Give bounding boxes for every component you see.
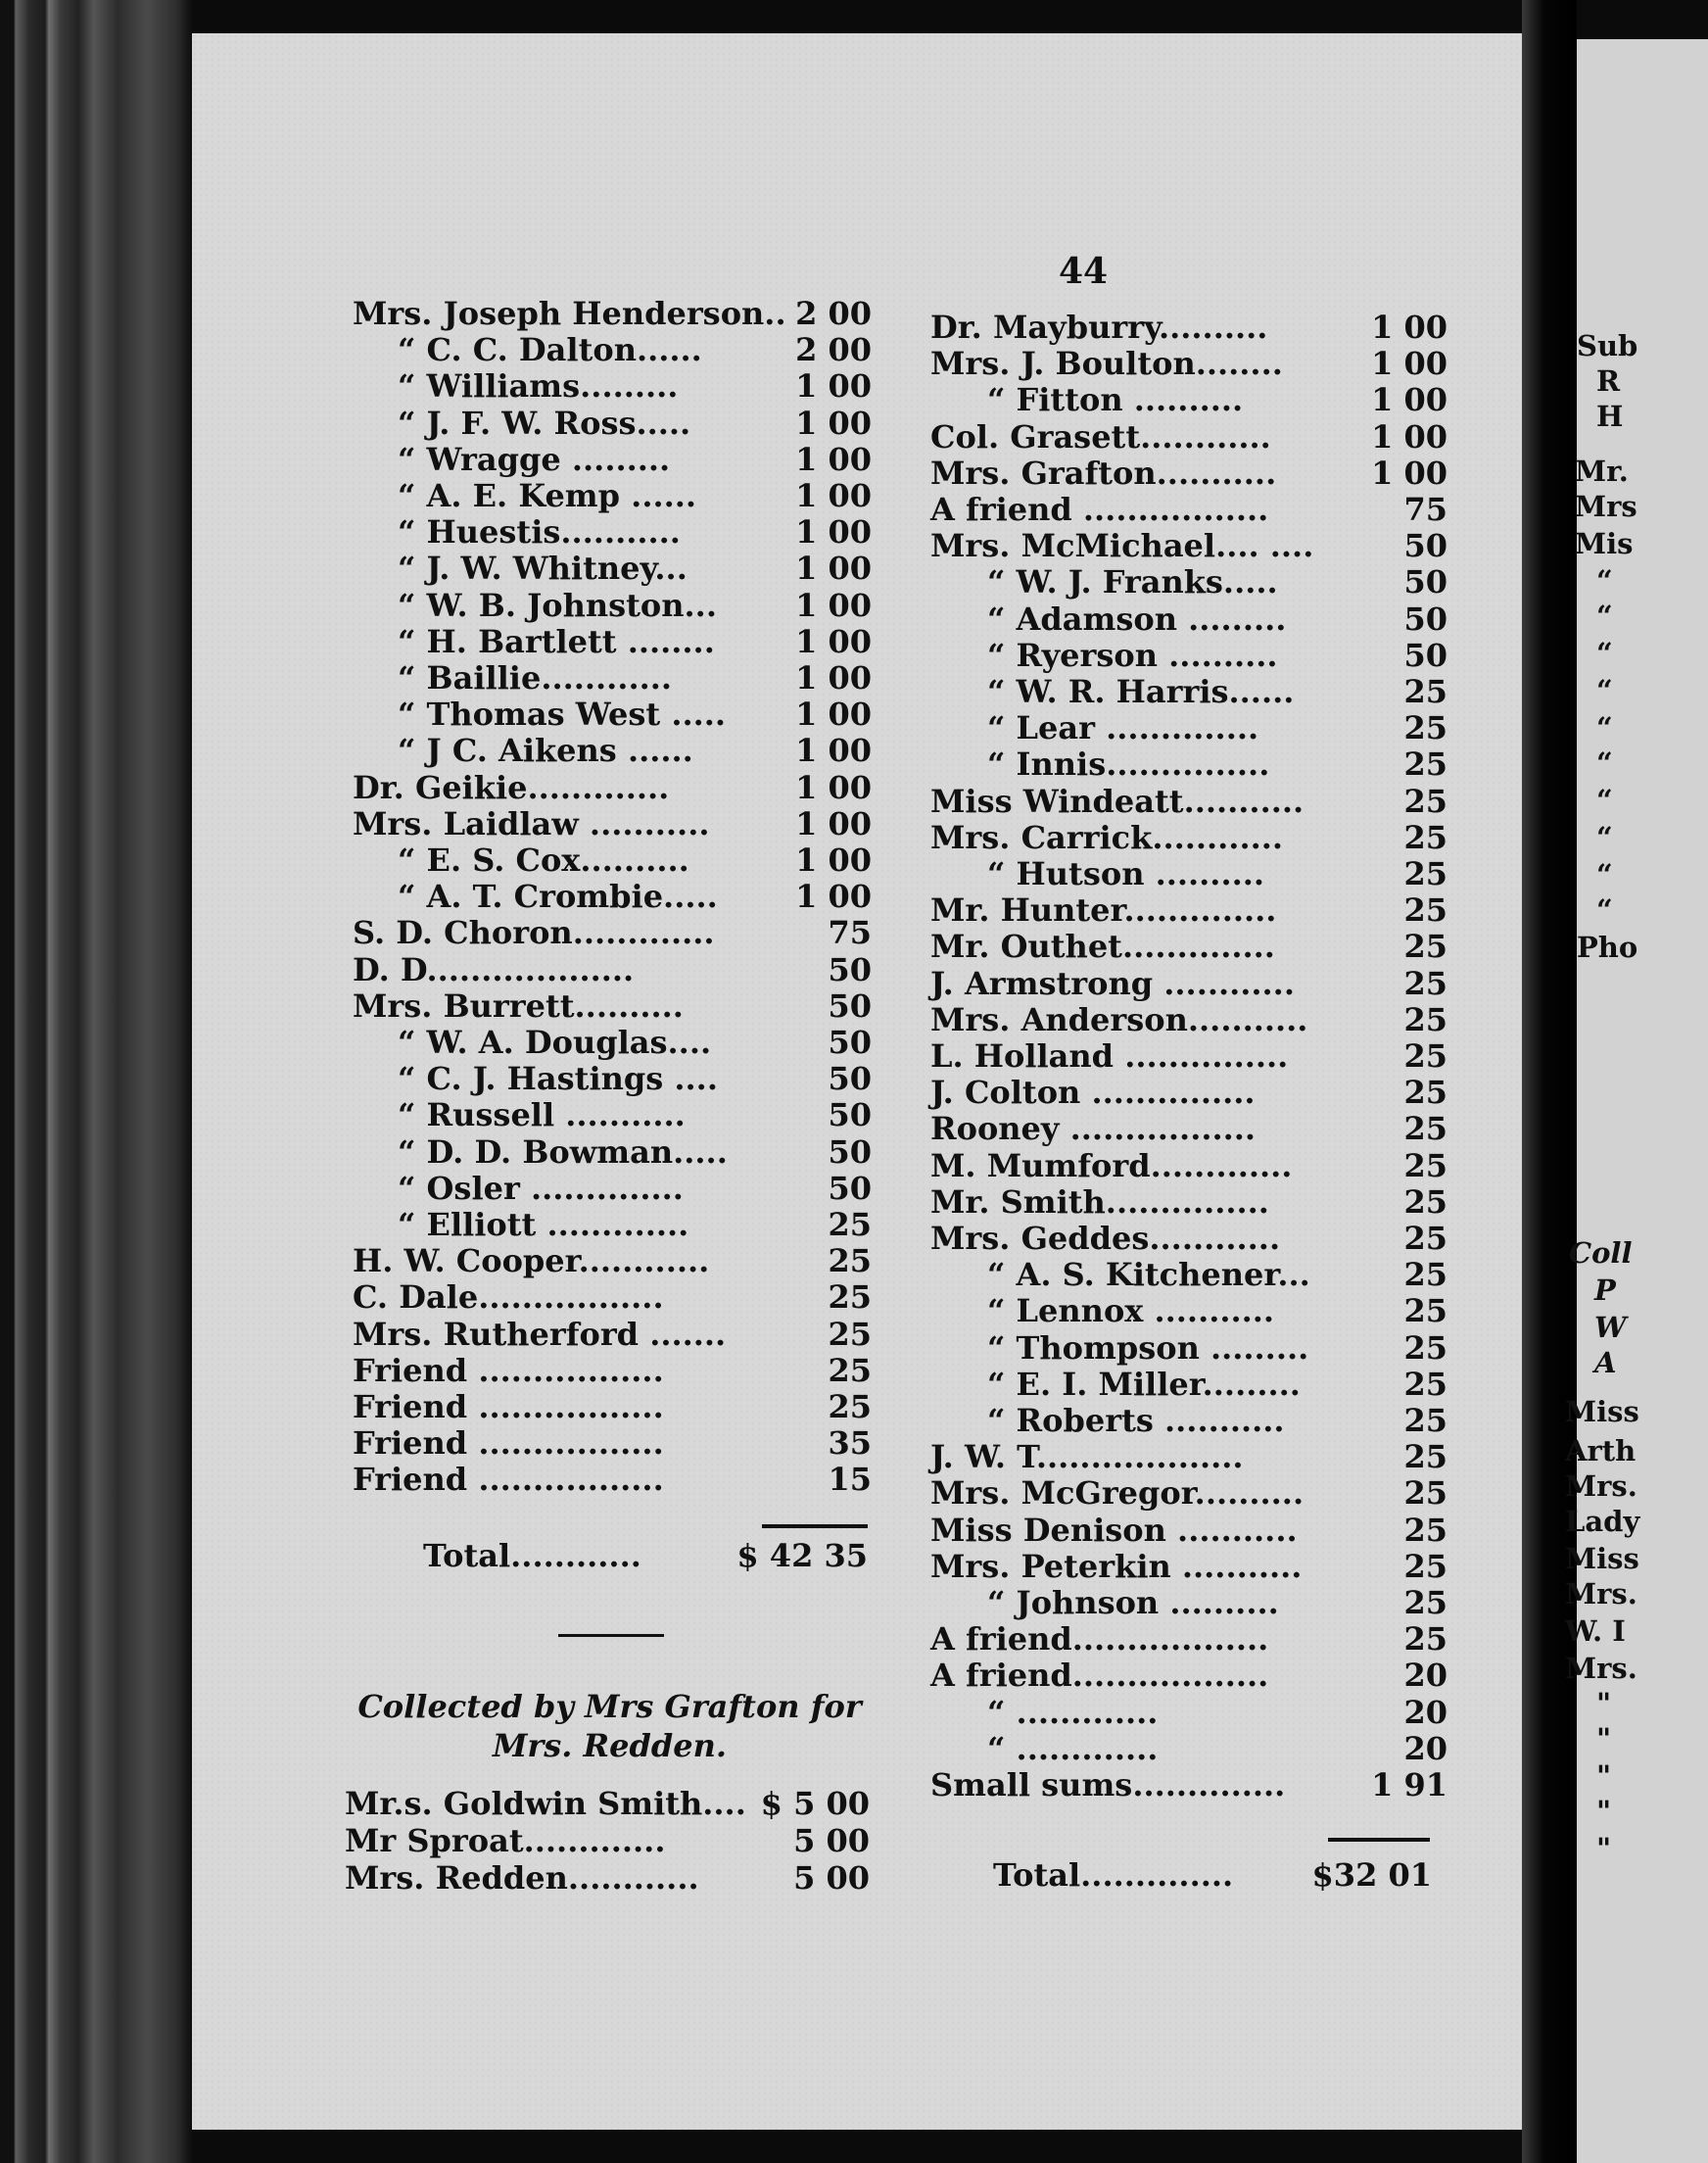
subscription-entry [353, 1134, 872, 1171]
facing-page-text: “ [1596, 711, 1613, 745]
facing-page-text: A [1594, 1346, 1617, 1379]
facing-page-text: Mrs. [1565, 1577, 1637, 1610]
entry-name: Mrs. Joseph Henderson.. [353, 295, 786, 332]
subscription-entry [930, 346, 1447, 382]
entry-amount: 50 [828, 1060, 872, 1098]
subscription-entry [353, 1353, 872, 1389]
total-rule [1328, 1838, 1430, 1842]
facing-page-text: " [1596, 1759, 1612, 1793]
entry-amount: 50 [828, 1132, 872, 1171]
entry-name: “ Roberts ........... [987, 1402, 1285, 1439]
facing-page-fragment [1565, 39, 1708, 2163]
entry-name: “ J C. Aikens ...... [398, 732, 693, 770]
entry-amount: 25 [1403, 891, 1447, 930]
subscription-entry [930, 564, 1447, 601]
subscription-entry [930, 1513, 1447, 1549]
entry-name: A friend ................. [930, 491, 1269, 528]
facing-page-text: Mis [1575, 527, 1634, 560]
entry-name: Friend ................. [353, 1351, 664, 1389]
entry-name: “ J. F. W. Ross..... [398, 404, 691, 442]
entry-amount: 25 [1403, 1547, 1447, 1585]
entry-amount: 25 [1403, 1292, 1447, 1330]
entry-amount: 25 [1403, 1074, 1447, 1112]
entry-name: Mr. Hunter.............. [930, 891, 1277, 930]
subscription-entry [930, 419, 1447, 456]
entry-amount: 25 [828, 1206, 872, 1243]
facing-page-text: " [1596, 1687, 1612, 1720]
total-amount: $ 42 35 [736, 1537, 868, 1574]
subscription-entry [353, 988, 872, 1025]
entry-name: Mrs. Grafton........... [930, 454, 1277, 492]
entry-amount: 25 [828, 1278, 872, 1317]
entry-amount: 1 00 [795, 367, 872, 406]
entry-amount: 25 [1403, 1620, 1447, 1658]
entry-name: Friend ................. [353, 1424, 664, 1463]
subscription-entry [930, 1221, 1447, 1257]
subscription-entry [930, 1731, 1447, 1767]
subscription-entry [345, 1786, 870, 1822]
entry-amount: 25 [828, 1315, 872, 1353]
entry-name: Mrs. Rutherford ....... [353, 1315, 727, 1353]
subscription-entry [353, 514, 872, 551]
entry-name: “ W. R. Harris...... [987, 673, 1295, 710]
page-number: 44 [1059, 251, 1109, 292]
entry-name: “ Huestis........... [398, 513, 681, 552]
facing-page-text: H [1596, 400, 1624, 433]
subscription-entry [353, 1243, 872, 1279]
entry-amount: 25 [1403, 1402, 1447, 1439]
entry-name: “ H. Bartlett ........ [398, 622, 715, 660]
entry-amount: 1 00 [795, 440, 872, 478]
section-heading: Mrs. Redden. [492, 1727, 728, 1764]
entry-name: “ E. I. Miller......... [987, 1365, 1301, 1403]
facing-page-text: Mrs. [1565, 1469, 1637, 1503]
entry-amount: 1 00 [795, 804, 872, 842]
entry-name: Mrs. J. Boulton........ [930, 345, 1283, 383]
entry-name: “ Lear .............. [987, 709, 1259, 747]
subscription-entry [353, 1207, 872, 1243]
entry-amount: 25 [1403, 1037, 1447, 1075]
entry-name: Friend ................. [353, 1388, 664, 1425]
entry-amount: 50 [828, 1024, 872, 1061]
entry-name: “ A. T. Crombie..... [398, 878, 718, 916]
entry-amount: 1 00 [795, 732, 872, 770]
entry-name: “ J. W. Whitney... [398, 550, 688, 588]
subscription-entry [930, 710, 1447, 746]
subscription-entry [353, 1171, 872, 1207]
facing-page-text: " [1596, 1832, 1612, 1865]
entry-amount: 1 00 [795, 659, 872, 697]
entry-amount: 5 00 [793, 1822, 870, 1859]
facing-page-text: P [1594, 1274, 1616, 1307]
facing-page-text: Sub [1577, 329, 1638, 362]
subscription-entry [353, 1389, 872, 1425]
entry-name: Small sums.............. [930, 1766, 1286, 1803]
entry-amount: 50 [828, 950, 872, 988]
facing-page-text: Miss [1565, 1542, 1639, 1575]
facing-page-text: “ [1596, 564, 1613, 598]
entry-name: Rooney ................. [930, 1110, 1257, 1148]
entry-amount: 25 [1403, 1182, 1447, 1221]
entry-amount: 25 [1403, 1584, 1447, 1621]
subscription-entry [930, 892, 1447, 929]
subscription-entry [353, 879, 872, 915]
entry-amount: 1 00 [1371, 417, 1447, 456]
entry-name: Mr. Smith............... [930, 1182, 1269, 1221]
subscription-entry [930, 601, 1447, 638]
facing-page-text: Coll [1569, 1236, 1633, 1270]
book-page-edges [0, 0, 192, 2163]
entry-name: Miss Windeatt........... [930, 782, 1305, 820]
entry-amount: 1 00 [1371, 454, 1447, 492]
subscription-entry [930, 1184, 1447, 1221]
entry-name: D. D................... [353, 950, 635, 988]
entry-amount: 25 [1403, 1474, 1447, 1513]
facing-page-text: Mrs [1575, 490, 1637, 523]
subscription-entry [930, 638, 1447, 674]
entry-name: “ D. D. Bowman..... [398, 1132, 728, 1171]
entry-name: “ ............. [987, 1693, 1159, 1731]
facing-page-text: W [1594, 1311, 1627, 1344]
entry-amount: 20 [1403, 1729, 1447, 1767]
entry-name: Mrs. Peterkin ........... [930, 1547, 1303, 1585]
entry-amount: 1 00 [795, 477, 872, 514]
entry-name: “ Williams......... [398, 367, 679, 406]
subscription-entry [353, 1317, 872, 1353]
entry-amount: 2 00 [795, 295, 872, 332]
entry-name: “ Elliott ............. [398, 1206, 689, 1243]
entry-name: “ Hutson .......... [987, 855, 1264, 892]
entry-name: J. Armstrong ............ [930, 964, 1295, 1002]
entry-name: “ C. C. Dalton...... [398, 331, 702, 369]
subscription-entry [930, 456, 1447, 492]
subscription-entry [345, 1860, 870, 1897]
entry-name: “ W. A. Douglas.... [398, 1024, 712, 1061]
subscription-entry [930, 1367, 1447, 1403]
entry-name: “ Russell ........... [398, 1096, 686, 1134]
facing-page-text: W. I [1565, 1614, 1626, 1648]
entry-name: J. Colton ............... [930, 1074, 1256, 1112]
entry-amount: 15 [828, 1461, 872, 1499]
subscription-entry [353, 478, 872, 514]
entry-amount: 1 00 [795, 878, 872, 916]
entry-amount: 50 [828, 986, 872, 1025]
entry-amount: 25 [1403, 782, 1447, 820]
subscription-entry [353, 332, 872, 368]
facing-page-text: Mr. [1575, 455, 1629, 488]
subscription-entry [930, 1293, 1447, 1329]
entry-name: “ W. J. Franks..... [987, 563, 1278, 601]
facing-page-text: Miss [1565, 1395, 1639, 1428]
entry-amount: 25 [1403, 1438, 1447, 1476]
entry-amount: 1 00 [1371, 345, 1447, 383]
subscription-entry [930, 856, 1447, 892]
book-gutter [1522, 0, 1577, 2163]
subscription-entry [353, 1025, 872, 1061]
entry-amount: 1 00 [795, 586, 872, 624]
facing-page-text: “ [1596, 600, 1613, 633]
entry-amount: 25 [1403, 1328, 1447, 1367]
entry-amount: 25 [1403, 709, 1447, 747]
total-row [423, 1538, 868, 1574]
entry-name: “ Osler .............. [398, 1169, 684, 1207]
subscription-entry [353, 660, 872, 697]
book-page [192, 33, 1522, 2130]
subscription-entry [930, 1257, 1447, 1293]
entry-amount: 75 [828, 914, 872, 952]
entry-name: Miss Denison ........... [930, 1511, 1298, 1549]
facing-page-text: “ [1596, 893, 1613, 927]
entry-amount: 25 [1403, 1146, 1447, 1184]
facing-page-text: Lady [1565, 1505, 1640, 1538]
entry-name: Mrs. Anderson........... [930, 1000, 1308, 1038]
entry-amount: 20 [1403, 1657, 1447, 1695]
entry-name: “ A. E. Kemp ...... [398, 477, 697, 514]
facing-page-text: R [1596, 364, 1621, 398]
entry-amount: 1 00 [795, 550, 872, 588]
subscription-entry [930, 1075, 1447, 1111]
subscription-entry [930, 929, 1447, 965]
entry-amount: 25 [828, 1242, 872, 1280]
subscription-entry [353, 915, 872, 951]
entry-name: Mrs. McGregor.......... [930, 1474, 1305, 1513]
entry-name: “ Lennox ........... [987, 1292, 1275, 1330]
entry-amount: 25 [828, 1388, 872, 1425]
entry-amount: 50 [1403, 563, 1447, 601]
subscription-entry [930, 1038, 1447, 1075]
subscription-entry [930, 966, 1447, 1002]
subscription-entry [353, 697, 872, 733]
entry-name: “ Fitton .......... [987, 381, 1244, 419]
entry-name: “ Thompson ......... [987, 1328, 1309, 1367]
subscription-entry [353, 1462, 872, 1498]
entry-name: C. Dale................. [353, 1278, 664, 1317]
entry-amount: 50 [828, 1096, 872, 1134]
facing-page-text: Pho [1577, 931, 1638, 964]
total-label: Total.............. [993, 1856, 1234, 1894]
entry-amount: 75 [1403, 491, 1447, 528]
entry-amount: 25 [1403, 964, 1447, 1002]
subscription-entry [930, 784, 1447, 820]
entry-amount: 25 [1403, 1256, 1447, 1294]
entry-amount: 25 [1403, 855, 1447, 892]
subscription-entry [930, 1695, 1447, 1731]
subscription-entry [353, 296, 872, 332]
entry-name: A friend.................. [930, 1657, 1269, 1695]
entry-amount: 1 00 [795, 696, 872, 734]
entry-name: S. D. Choron............. [353, 914, 715, 952]
entry-amount: 1 00 [1371, 381, 1447, 419]
subscription-entry [930, 1111, 1447, 1147]
entry-amount: 1 00 [1371, 309, 1447, 346]
total-amount: $32 01 [1311, 1856, 1432, 1894]
section-heading: Collected by Mrs Grafton for [357, 1688, 862, 1725]
entry-name: Mr.s. Goldwin Smith.... [345, 1785, 746, 1822]
facing-page-text: " [1596, 1795, 1612, 1828]
subscription-entry [930, 1439, 1447, 1475]
subscription-entry [353, 1097, 872, 1133]
entry-name: “ E. S. Cox.......... [398, 841, 689, 879]
subscription-entry [930, 1621, 1447, 1658]
total-label: Total............ [423, 1537, 641, 1574]
subscription-entry [930, 1767, 1447, 1803]
subscription-entry [353, 588, 872, 624]
subscription-entry [353, 1279, 872, 1316]
subscription-entry [930, 1403, 1447, 1439]
entry-name: Mrs. McMichael.... .... [930, 527, 1314, 565]
total-rule [762, 1524, 868, 1528]
facing-page-text: “ [1596, 821, 1613, 854]
entry-amount: 25 [1403, 1511, 1447, 1549]
entry-amount: 25 [1403, 1220, 1447, 1257]
subscription-entry [930, 492, 1447, 528]
entry-name: “ Johnson .......... [987, 1584, 1279, 1621]
entry-amount: 35 [828, 1424, 872, 1463]
subscription-entry [353, 1425, 872, 1462]
subscription-entry [930, 1330, 1447, 1367]
entry-amount: 5 00 [793, 1859, 870, 1897]
section-divider [558, 1634, 664, 1637]
entry-amount: 50 [828, 1169, 872, 1207]
entry-name: “ Wragge ......... [398, 440, 671, 478]
subscription-entry [930, 528, 1447, 564]
entry-amount: 1 00 [795, 513, 872, 552]
entry-name: Mr Sproat............. [345, 1822, 666, 1859]
entry-name: A friend.................. [930, 1620, 1269, 1658]
entry-name: “ Ryerson .......... [987, 636, 1278, 674]
entry-name: “ C. J. Hastings .... [398, 1060, 718, 1098]
entry-name: “ Thomas West ..... [398, 696, 727, 734]
entry-name: Dr. Mayburry.......... [930, 309, 1268, 346]
subscription-entry [353, 624, 872, 660]
subscription-entry [353, 368, 872, 405]
entry-name: “ A. S. Kitchener... [987, 1256, 1310, 1294]
entry-amount: 25 [1403, 1000, 1447, 1038]
subscription-entry [353, 842, 872, 879]
subscription-entry [930, 1002, 1447, 1038]
entry-name: Mr. Outhet.............. [930, 928, 1275, 966]
entry-amount: 1 00 [795, 768, 872, 806]
entry-name: Col. Grasett............ [930, 417, 1271, 456]
entry-amount: 25 [1403, 745, 1447, 784]
subscription-entry [930, 674, 1447, 710]
entry-name: Mrs. Laidlaw ........... [353, 804, 710, 842]
entry-amount: 1 00 [795, 404, 872, 442]
entry-amount: 1 00 [795, 841, 872, 879]
subscription-entry [353, 1061, 872, 1097]
subscription-entry [930, 746, 1447, 783]
entry-amount: 25 [1403, 818, 1447, 856]
subscription-entry [930, 1148, 1447, 1184]
subscription-entry [353, 770, 872, 806]
entry-name: M. Mumford............. [930, 1146, 1293, 1184]
facing-page-text: “ [1596, 858, 1613, 891]
entry-name: Dr. Geikie............. [353, 768, 670, 806]
entry-name: “ W. B. Johnston... [398, 586, 717, 624]
entry-amount: 25 [1403, 673, 1447, 710]
subscription-entry [353, 551, 872, 587]
entry-amount: 25 [828, 1351, 872, 1389]
entry-amount: 1 91 [1371, 1766, 1447, 1803]
facing-page-text: “ [1596, 784, 1613, 817]
subscription-entry [353, 806, 872, 842]
subscription-entry [930, 1549, 1447, 1585]
entry-name: J. W. T................... [930, 1438, 1244, 1476]
entry-name: Mrs. Redden............ [345, 1859, 699, 1897]
entry-name: “ Baillie............ [398, 659, 672, 697]
entry-amount: $ 5 00 [760, 1785, 870, 1822]
facing-page-text: " [1596, 1722, 1612, 1755]
entry-amount: 25 [1403, 928, 1447, 966]
entry-name: “ Adamson ......... [987, 600, 1287, 638]
entry-name: Mrs. Burrett.......... [353, 986, 684, 1025]
entry-amount: 2 00 [795, 331, 872, 369]
entry-name: H. W. Cooper............ [353, 1242, 710, 1280]
entry-name: L. Holland ............... [930, 1037, 1289, 1075]
facing-page-text: “ [1596, 637, 1613, 670]
entry-name: Friend ................. [353, 1461, 664, 1499]
facing-page-text: Mrs. [1565, 1652, 1637, 1685]
subscription-entry [353, 406, 872, 442]
subscription-entry [353, 733, 872, 769]
total-row [993, 1857, 1432, 1894]
entry-name: Mrs. Carrick............ [930, 818, 1283, 856]
entry-amount: 50 [1403, 636, 1447, 674]
entry-amount: 25 [1403, 1110, 1447, 1148]
subscription-entry [930, 1585, 1447, 1621]
facing-page-text: “ [1596, 746, 1613, 780]
entry-name: Mrs. Geddes............ [930, 1220, 1281, 1257]
subscription-entry [353, 442, 872, 478]
facing-page-text: “ [1596, 674, 1613, 707]
subscription-entry [930, 1475, 1447, 1512]
entry-name: “ Innis............... [987, 745, 1270, 784]
subscription-entry [930, 310, 1447, 346]
subscription-entry [353, 952, 872, 988]
entry-amount: 25 [1403, 1365, 1447, 1403]
entry-amount: 20 [1403, 1693, 1447, 1731]
entry-amount: 1 00 [795, 622, 872, 660]
subscription-entry [930, 820, 1447, 856]
entry-amount: 50 [1403, 600, 1447, 638]
subscription-entry [930, 382, 1447, 418]
subscription-entry [345, 1823, 870, 1859]
entry-amount: 50 [1403, 527, 1447, 565]
entry-name: “ ............. [987, 1729, 1159, 1767]
facing-page-text: Arth [1565, 1434, 1637, 1467]
subscription-entry [930, 1658, 1447, 1694]
